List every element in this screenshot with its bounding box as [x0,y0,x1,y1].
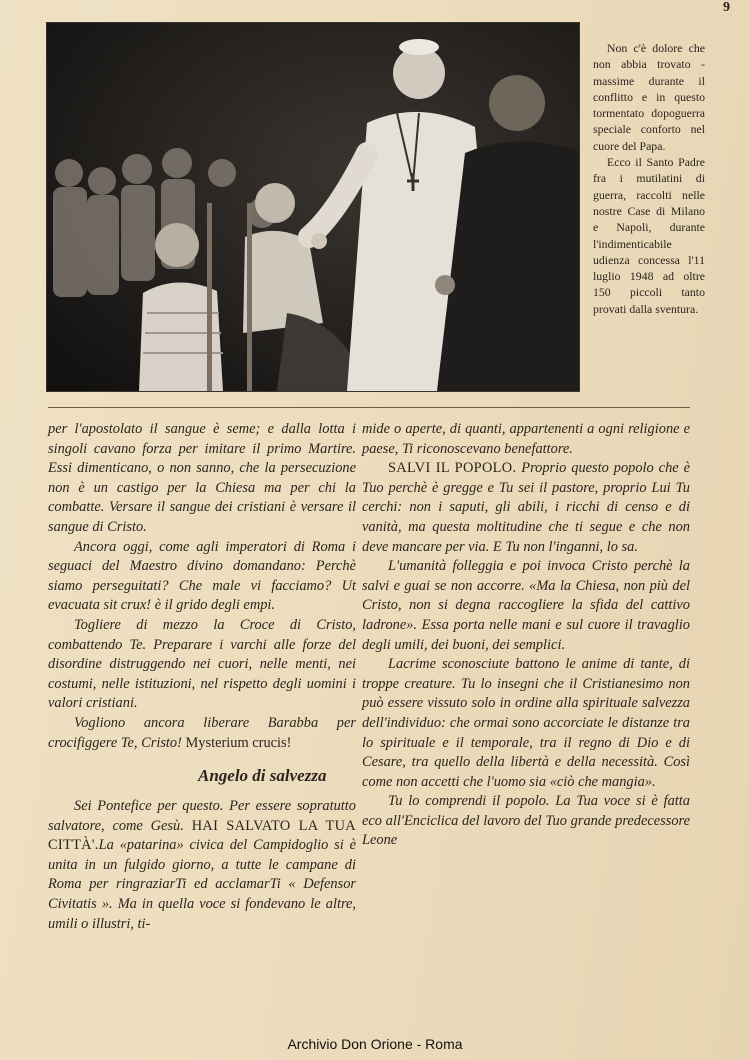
paragraph-body: Proprio questo popolo che è Tuo perchè è gregge e Tu sei il pastore, proprio Lui Tu cerchi: non i saputi, gli abili, i ricchi di censo e di vanità, ma questa moltitudine che ti segue e che non deve mancare per via. E Tu non l'inganni, lo sa. [362,460,690,555]
article-paragraph: Ancora oggi, come agli imperatori di Roma i seguaci del Maestro divino domandano: Perchè siamo perseguitati? Che male vi facciamo? Ut evacuata sit crux! è il grido degli empi. [48,538,356,614]
archive-footer: Archivio Don Orione - Roma [287,1036,463,1052]
article-paragraph: Tu lo comprendi il popolo. La Tua voce si è fatta eco all'Enciclica del lavoro del Tuo grande predecessore Leone [362,793,690,849]
page-number: 9 [723,0,730,15]
paragraph-body: La «patarina» civica del Campidoglio si è unita in un fulgido giorno, a tutte le campane di Roma per ringraziarTi ed acclamarTi « Defensor Civitatis ». Ma in quella voce si fondevano le altre, umili o illustri, ti- [48,837,356,932]
horizontal-divider [48,407,690,408]
mysterium-crucis: Mysterium crucis! [185,734,292,751]
right-column [362,420,690,851]
photo-caption [593,40,705,317]
photo-pope-with-children [46,22,580,392]
caps-heading-hai-salvato: HAI SALVATO LA TUA CITTÀ'. [48,817,356,854]
article-paragraph: Lacrime sconosciute battono le anime di tante, di troppe creature. Tu lo insegni che il Cristianesimo non può essere vissuto solo in ordine alla spirituale salvezza dell'individuo: che ormai sono accorciate le distanze tra lo spirituale e il temporale, tra il regno di Dio e di Cesare, tra quello della libertà e della necessità. Così come non accetti che l'uomo sia «ciò che mangia». [362,656,690,790]
article-paragraph [48,714,356,753]
paragraph-italic-part: Vogliono ancora liberare Barabba per crocifiggere Te, Cristo! [48,714,356,751]
article-paragraph: mide o aperte, di quanti, appartenenti a ogni religione e paese, Ti riconoscevano benefattore. [362,421,690,457]
paragraph-intro: Sei Pontefice per questo. Per essere sopratutto salvatore, come Gesù. [48,798,356,834]
photo-illustration-icon [47,23,579,391]
article-paragraph: Togliere di mezzo la Croce di Cristo, combattendo Te. Preparare i varchi alle forze del disordine distruggendo nei cuori, nelle menti, nei costumi, nelle istituzioni, nel rispetto degli uomini i valori cristiani. [48,616,356,712]
caption-paragraph-2: Ecco il Santo Padre fra i mutilatini di guerra, raccolti nelle nostre Case di Milano e Napoli, durante l'indimenticabile udienza concessa l'11 luglio 1948 ad oltre 150 piccoli tanto provati dalla sventura. [593,155,705,316]
caption-paragraph-1: Non c'è dolore che non abbia trovato - massime durante il conflitto e in questo tormentato dopoguerra speciale conforto nel cuore del Papa. [593,41,705,153]
section-subheading: Angelo di salvezza [198,766,327,786]
left-column [48,420,356,934]
article-paragraph: L'umanità folleggia e poi invoca Cristo perchè la salvi e guai se non accorre. «Ma la Chiesa, non più del Cristo, non si degna raccogliere la sfida del cattivo ladrone». Essa porta nelle mani e sul cuore il travaglio degli umili, dei buoni, dei semplici. [362,558,690,653]
article-paragraph [362,459,690,557]
caps-heading-salvi-il-popolo: SALVI IL POPOLO. [388,460,517,477]
article-paragraph: per l'apostolato il sangue è seme; e dalla lotta i singoli cavano forza per imitare il primo Martire. Essi dimenticano, o non sanno, che la persecuzione non è un castigo per la Chiesa ma per chi la combatte. Versare il sangue dei cristiani è versare il sangue di Cristo. [48,421,356,535]
article-paragraph [48,797,356,934]
